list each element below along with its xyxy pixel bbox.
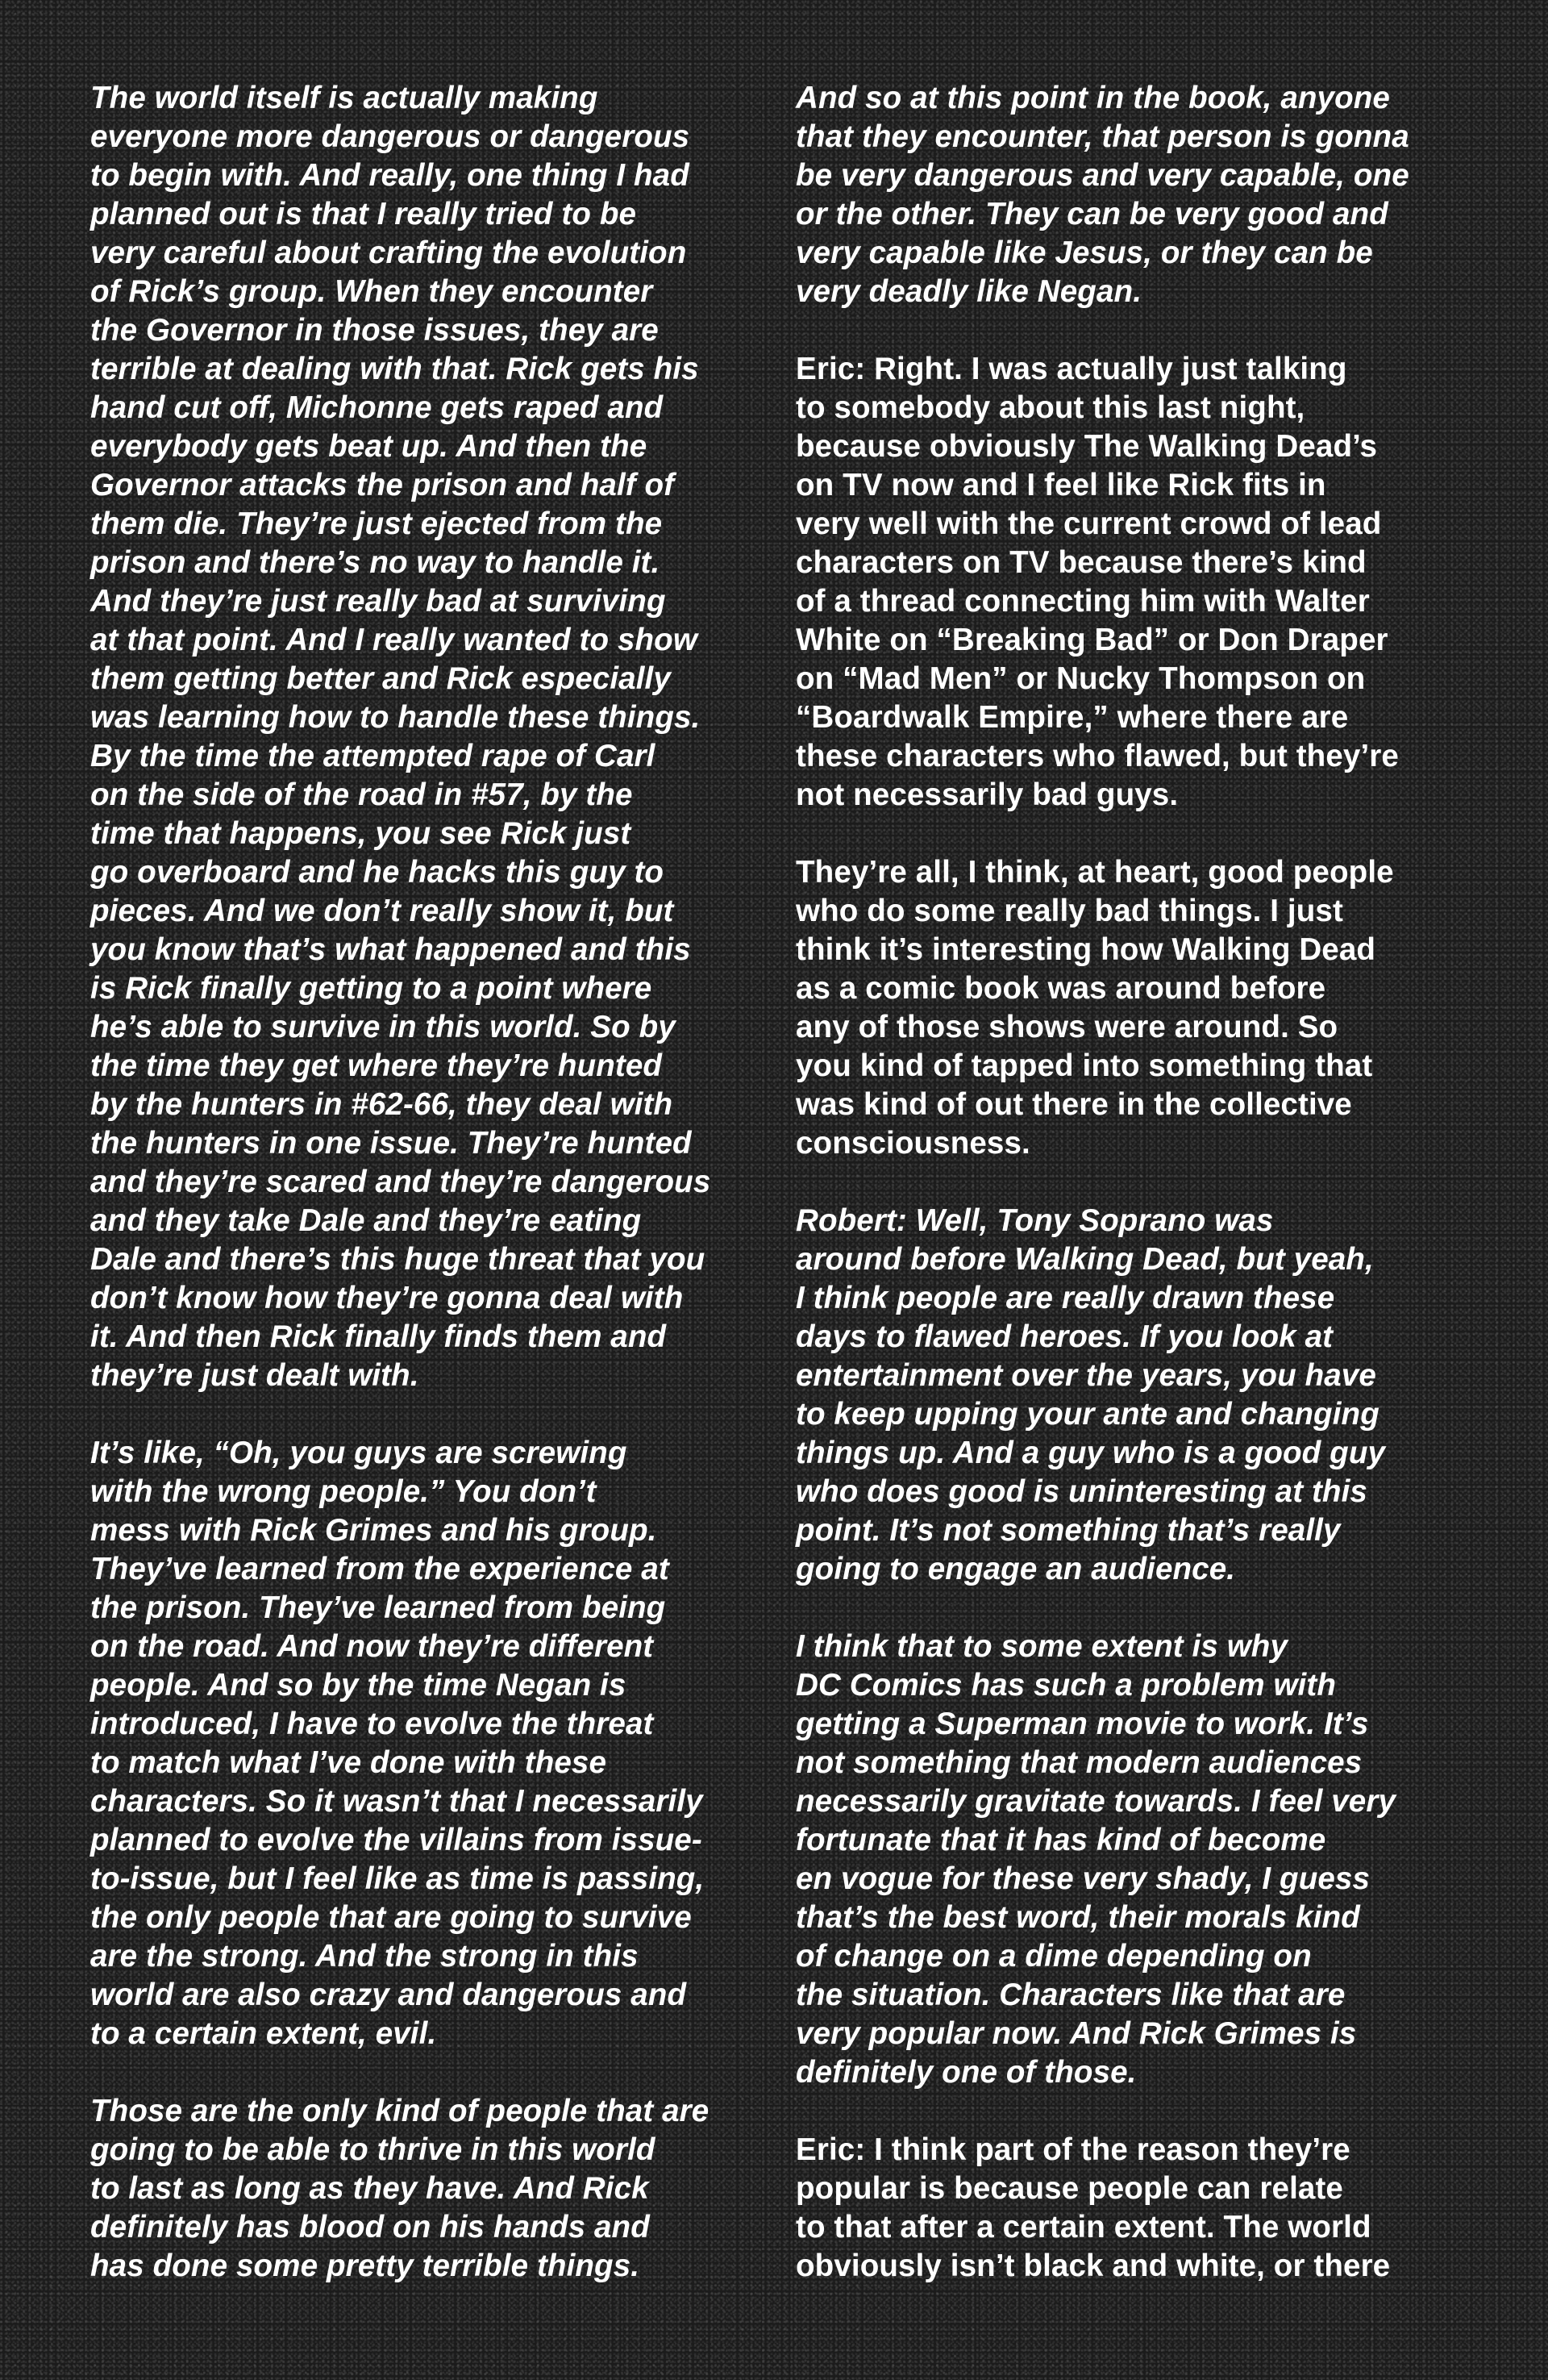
paragraph-eric-good-people: They’re all, I think, at heart, good people who do some really bad things. I just think it’s interesting how Walking Dead as a comic book was around before any of those shows were around. So you kind of tapped into something that was kind of out there in the collective consciousness. bbox=[796, 855, 1394, 1161]
paragraph-kirkman-thrive: Those are the only kind of people that are going to be able to thrive in this world to last as long as they have. And Rick definitely has blood on his hands and has done some pretty terrible things. bbox=[90, 2094, 710, 2283]
paragraph-eric-relate: Eric: I think part of the reason they’re popular is because people can relate to that after a certain extent. The world obviously isn’t black and white, or there bbox=[796, 2132, 1391, 2283]
paragraph-kirkman-capable: And so at this point in the book, anyone that they encounter, that person is gonna be very dangerous and very capable, one or the other. They can be very good and very capable like Jesus, or they can be very deadly like Negan. bbox=[796, 81, 1409, 309]
paragraph-eric-tv-characters: Eric: Right. I was actually just talking to somebody about this last night, because obviously The Walking Dead’s on TV now and I feel like Rick fits in very well with the current crowd of lead characters on TV because there’s kind of a thread connecting him with Walter White on “Breaking Bad” or Don Draper on “Mad Men” or Nucky Thompson on “Boardwalk Empire,” where there are these characters who flawed, but they’re not necessarily bad guys. bbox=[796, 352, 1399, 812]
paragraph-robert-superman: I think that to some extent is why DC Comics has such a problem with getting a Superman movie to work. It’s not something that modern audiences necessarily gravitate towards. I feel very fortunate that it has kind of become en vogue for these very shady, I guess that’s the best word, their morals kind of change on a dime depending on the situation. Characters like that are very popular now. And Rick Grimes is definitely one of those. bbox=[796, 1629, 1396, 2090]
left-column bbox=[90, 79, 772, 2324]
paragraph-kirkman-wrong-people: It’s like, “Oh, you guys are screwing with the wrong people.” You don’t mess with Rick Grimes and his group. They’ve learned from the experience at the prison. They’ve learned from being on the road. And now they’re different people. And so by the time Negan is introduced, I have to evolve the threat to match what I’ve done with these characters. So it wasn’t that I necessarily planned to evolve the villains from issue- to-issue, but I feel like as time is passing, the only people that are going to survive are the strong. And the strong in this world are also crazy and dangerous and to a certain extent, evil. bbox=[90, 1436, 705, 2051]
right-column bbox=[796, 79, 1477, 2324]
paragraph-robert-flawed-heroes: Robert: Well, Tony Soprano was around before Walking Dead, but yeah, I think people are really drawn these days to flawed heroes. If you look at entertainment over the years, you have to keep upping your ante and changing things up. And a guy who is a good guy who does good is uninteresting at this point. It’s not something that’s really going to engage an audience. bbox=[796, 1203, 1386, 1586]
paragraph-kirkman-world-dangerous: The world itself is actually making everyone more dangerous or dangerous to begin with. And really, one thing I had planned out is that I really tried to be very careful about crafting the evolution of Rick’s group. When they encounter the Governor in those issues, they are terrible at dealing with that. Rick gets his hand cut off, Michonne gets raped and everybody gets beat up. And then the Governor attacks the prison and half of them die. They’re just ejected from the prison and there’s no way to handle it. And they’re just really bad at surviving at that point. And I really wanted to show them getting better and Rick especially was learning how to handle these things. By the time the attempted rape of Carl on the side of the road in #57, by the time that happens, you see Rick just go overboard and he hacks this guy to pieces. And we don’t really show it, but you know that’s what happened and this is Rick finally getting to a point where he’s able to survive in this world. So by the time they get where they’re hunted by the hunters in #62-66, they deal with the hunters in one issue. They’re hunted and they’re scared and they’re dangerous and they take Dale and they’re eating Dale and there’s this huge threat that you don’t know how they’re gonna deal with it. And then Rick finally finds them and they’re just dealt with. bbox=[90, 81, 711, 1393]
